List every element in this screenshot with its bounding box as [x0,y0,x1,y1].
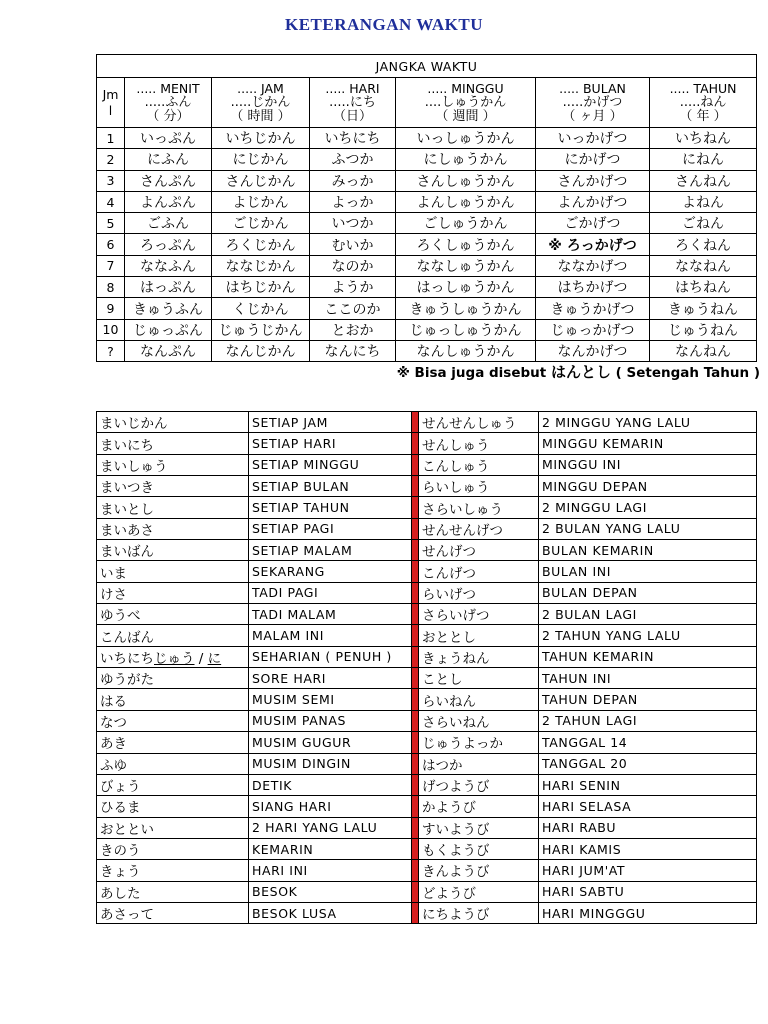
table-cell: いちにち [310,128,396,149]
table-cell: はちじかん [212,277,310,298]
table-cell: いっかげつ [536,128,650,149]
divider-bar [412,732,419,753]
table-cell: あした [97,881,249,902]
table-cell: どようび [419,881,539,902]
table-cell: さんねん [650,170,757,191]
table-cell: TAHUN DEPAN [539,689,757,710]
table-row [97,860,757,881]
table-cell: 2 MINGGU LAGI [539,497,757,518]
divider-bar [412,689,419,710]
table-cell: SIANG HARI [249,796,412,817]
table-cell: SETIAP JAM [249,412,412,433]
divider-bar [412,518,419,539]
table-row [97,255,757,276]
table-cell: MINGGU INI [539,454,757,475]
table-cell: ろくねん [650,234,757,255]
table-cell: まいしゅう [97,454,249,475]
table-row [97,881,757,902]
table-cell: さらいしゅう [419,497,539,518]
table-cell: なんしゅうかん [396,340,536,361]
time-expressions-table [96,411,757,924]
table-row [97,277,757,298]
table-row [97,213,757,234]
table-cell: よんかげつ [536,191,650,212]
table-cell: まいにち [97,433,249,454]
unit-header: ..... HARI .....にち （日） [310,78,396,128]
table-cell: よっか [310,191,396,212]
table-cell: 2 BULAN LAGI [539,604,757,625]
table-cell: ななねん [650,255,757,276]
table-cell: ふゆ [97,753,249,774]
table-cell: よじかん [212,191,310,212]
table-cell: こんしゅう [419,454,539,475]
table-cell: TANGGAL 14 [539,732,757,753]
table-cell: せんしゅう [419,433,539,454]
row-number: 5 [97,213,125,234]
table-cell: じゅっしゅうかん [396,319,536,340]
table-row [97,710,757,731]
table-cell: MUSIM DINGIN [249,753,412,774]
table-cell: にじかん [212,149,310,170]
table-row [97,668,757,689]
table-cell: なんかげつ [536,340,650,361]
divider-bar [412,860,419,881]
table-cell: SEHARIAN ( PENUH ) [249,646,412,667]
table-cell: きゅうかげつ [536,298,650,319]
divider-bar [412,668,419,689]
table-cell: ごしゅうかん [396,213,536,234]
table-cell: 2 HARI YANG LALU [249,817,412,838]
table-cell: かようび [419,796,539,817]
divider-bar [412,582,419,603]
divider-bar [412,710,419,731]
table-row [97,340,757,361]
table-cell: MUSIM SEMI [249,689,412,710]
table-cell: さんしゅうかん [396,170,536,191]
table-cell: HARI MINGGGU [539,902,757,923]
table-cell: まいあさ [97,518,249,539]
divider-bar [412,454,419,475]
row-number: 3 [97,170,125,191]
unit-header: ..... TAHUN .....ねん （ 年 ） [650,78,757,128]
table-cell: まいつき [97,476,249,497]
table-cell: SEKARANG [249,561,412,582]
table-cell: にふん [125,149,212,170]
table-cell: ※ ろっかげつ [536,234,650,255]
table-cell: もくようび [419,838,539,859]
table-cell: なんにち [310,340,396,361]
table-cell: ななかげつ [536,255,650,276]
table-cell: ななふん [125,255,212,276]
table-cell: BULAN INI [539,561,757,582]
table-row [97,518,757,539]
table-cell: さらいげつ [419,604,539,625]
table-row [97,604,757,625]
table-cell: けさ [97,582,249,603]
unit-header: ..... MINGGU ....しゅうかん （ 週間 ） [396,78,536,128]
table-cell: BULAN KEMARIN [539,540,757,561]
span-header: JANGKA WAKTU [97,55,757,78]
table-row [97,433,757,454]
table-cell: SETIAP MALAM [249,540,412,561]
table-cell: じゅうよっか [419,732,539,753]
table-cell: いっしゅうかん [396,128,536,149]
table-row [97,497,757,518]
table-cell: 2 TAHUN LAGI [539,710,757,731]
table-cell: ごねん [650,213,757,234]
table-cell: にしゅうかん [396,149,536,170]
table-cell: きょう [97,860,249,881]
table-cell: きゅうねん [650,298,757,319]
table-cell: BESOK [249,881,412,902]
table-cell: ななじかん [212,255,310,276]
divider-bar [412,838,419,859]
table-cell: BESOK LUSA [249,902,412,923]
table-cell: ゆうべ [97,604,249,625]
unit-header: ..... MENIT .....ふん （ 分） [125,78,212,128]
table-cell: きゅうふん [125,298,212,319]
table-cell: ふつか [310,149,396,170]
table-cell: SETIAP PAGI [249,518,412,539]
table-cell: KEMARIN [249,838,412,859]
jml-header: Jm l [97,78,125,128]
table-row [97,298,757,319]
table-cell: おととし [419,625,539,646]
table-cell: いつか [310,213,396,234]
table-row [97,234,757,255]
row-number: ? [97,340,125,361]
row-number: 2 [97,149,125,170]
page-title: KETERANGAN WAKTU [284,15,484,34]
table-cell: なのか [310,255,396,276]
table-row [97,540,757,561]
table-cell: さんじかん [212,170,310,191]
table-cell: MINGGU KEMARIN [539,433,757,454]
table-cell: TAHUN INI [539,668,757,689]
divider-bar [412,476,419,497]
divider-bar [412,646,419,667]
table-cell: HARI JUM'AT [539,860,757,881]
table-cell: まいじかん [97,412,249,433]
table-cell: はちねん [650,277,757,298]
table-cell: せんげつ [419,540,539,561]
table-row [97,902,757,923]
table-cell: まいばん [97,540,249,561]
table-cell: ごかげつ [536,213,650,234]
table-cell: ゆうがた [97,668,249,689]
table-cell: TADI PAGI [249,582,412,603]
table-row [97,561,757,582]
row-number: 8 [97,277,125,298]
table-row [97,170,757,191]
table-cell: HARI INI [249,860,412,881]
row-number: 1 [97,128,125,149]
table-cell: HARI SELASA [539,796,757,817]
table-cell: MUSIM GUGUR [249,732,412,753]
table-cell: じゅうねん [650,319,757,340]
table-row [97,625,757,646]
table-cell: HARI KAMIS [539,838,757,859]
table-row [97,582,757,603]
table-cell: げつようび [419,774,539,795]
unit-header: ..... JAM .....じかん （ 時間 ） [212,78,310,128]
table-row [97,732,757,753]
table-cell: HARI SENIN [539,774,757,795]
table-row [97,753,757,774]
table-cell: びょう [97,774,249,795]
table-cell: らいげつ [419,582,539,603]
divider-bar [412,774,419,795]
table-cell: さらいねん [419,710,539,731]
table-cell: 2 BULAN YANG LALU [539,518,757,539]
table-cell: きんようび [419,860,539,881]
table-cell: にねん [650,149,757,170]
table-cell: にちようび [419,902,539,923]
table-cell: むいか [310,234,396,255]
table-cell: 2 MINGGU YANG LALU [539,412,757,433]
divider-bar [412,604,419,625]
table-cell: なんぷん [125,340,212,361]
table-cell: DETIK [249,774,412,795]
table-cell: まいとし [97,497,249,518]
table-row [97,412,757,433]
divider-bar [412,433,419,454]
table-cell: きのう [97,838,249,859]
divider-bar [412,881,419,902]
row-number: 6 [97,234,125,255]
divider-bar [412,817,419,838]
table-cell: よんぷん [125,191,212,212]
table-row [97,191,757,212]
table-row [97,838,757,859]
table-cell: にかげつ [536,149,650,170]
table-cell: HARI RABU [539,817,757,838]
table-cell: はっしゅうかん [396,277,536,298]
table-cell: はっぷん [125,277,212,298]
divider-bar [412,540,419,561]
table-cell: じゅっぷん [125,319,212,340]
table-cell: よんしゅうかん [396,191,536,212]
table-row [97,796,757,817]
table-cell: じゅっかげつ [536,319,650,340]
table-cell: ななしゅうかん [396,255,536,276]
table-cell: TAHUN KEMARIN [539,646,757,667]
table-cell: はちかげつ [536,277,650,298]
table-cell: おととい [97,817,249,838]
table-row [97,646,757,667]
row-number: 4 [97,191,125,212]
footnote: ※ Bisa juga disebut はんとし ( Setengah Tahun ) [396,363,760,381]
table-row [97,149,757,170]
divider-bar [412,753,419,774]
table-cell: TADI MALAM [249,604,412,625]
table-row [97,454,757,475]
table-cell: MINGGU DEPAN [539,476,757,497]
table-cell: こんばん [97,625,249,646]
table-cell: いっぷん [125,128,212,149]
table-cell: なつ [97,710,249,731]
table-cell: ひるま [97,796,249,817]
row-number: 9 [97,298,125,319]
table-cell: いちじかん [212,128,310,149]
table-cell: SETIAP BULAN [249,476,412,497]
table-cell: きょうねん [419,646,539,667]
table-cell: らいねん [419,689,539,710]
table-cell: せんせんげつ [419,518,539,539]
table-cell: なんねん [650,340,757,361]
table-cell: はつか [419,753,539,774]
table-cell: くじかん [212,298,310,319]
table-cell: あさって [97,902,249,923]
divider-bar [412,497,419,518]
table-cell: すいようび [419,817,539,838]
table-cell: らいしゅう [419,476,539,497]
row-number: 7 [97,255,125,276]
table-cell: ごふん [125,213,212,234]
table-cell: はる [97,689,249,710]
table-cell: SORE HARI [249,668,412,689]
table-cell: こんげつ [419,561,539,582]
table-cell: SETIAP HARI [249,433,412,454]
table-row [97,774,757,795]
table-cell: TANGGAL 20 [539,753,757,774]
table-cell: SETIAP TAHUN [249,497,412,518]
table-row [97,128,757,149]
table-cell: さんぷん [125,170,212,191]
table-cell: MALAM INI [249,625,412,646]
table-cell: いま [97,561,249,582]
row-number: 10 [97,319,125,340]
table-cell: いちねん [650,128,757,149]
divider-bar [412,625,419,646]
table-cell: ろっぷん [125,234,212,255]
table-cell: さんかげつ [536,170,650,191]
table-row [97,817,757,838]
table-row [97,319,757,340]
table-cell: HARI SABTU [539,881,757,902]
table-cell: ごじかん [212,213,310,234]
time-duration-table [96,54,757,362]
divider-bar [412,902,419,923]
table-cell: いちにちじゅう / に [97,646,249,667]
table-cell: せんせんしゅう [419,412,539,433]
table-cell: とおか [310,319,396,340]
table-cell: ことし [419,668,539,689]
table-cell: BULAN DEPAN [539,582,757,603]
table-cell: あき [97,732,249,753]
divider-bar [412,412,419,433]
table-cell: じゅうじかん [212,319,310,340]
table-cell: SETIAP MINGGU [249,454,412,475]
divider-bar [412,796,419,817]
table-cell: MUSIM PANAS [249,710,412,731]
table-cell: ろくじかん [212,234,310,255]
table-cell: ようか [310,277,396,298]
table-cell: みっか [310,170,396,191]
table-cell: なんじかん [212,340,310,361]
table-cell: よねん [650,191,757,212]
table-cell: ろくしゅうかん [396,234,536,255]
table-cell: 2 TAHUN YANG LALU [539,625,757,646]
table-cell: きゅうしゅうかん [396,298,536,319]
table-row [97,476,757,497]
unit-header: ..... BULAN .....かげつ （ ヶ月 ） [536,78,650,128]
table-row [97,689,757,710]
table-cell: ここのか [310,298,396,319]
divider-bar [412,561,419,582]
